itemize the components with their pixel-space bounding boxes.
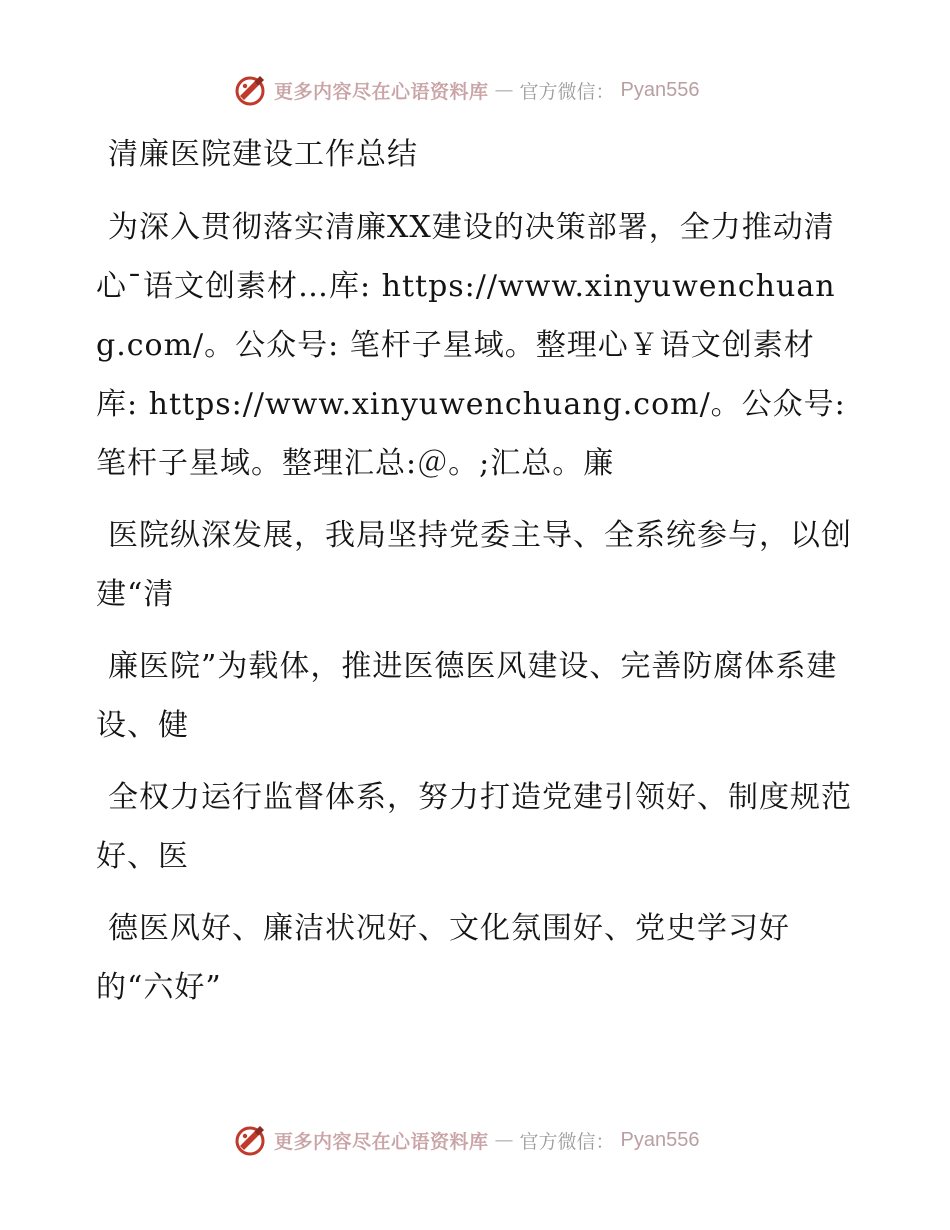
document-body <box>96 125 856 1030</box>
brand-logo-icon <box>232 72 268 108</box>
footer-wechat-handle: Pyan556 <box>620 1128 700 1151</box>
header-wechat-handle: Pyan556 <box>620 78 700 101</box>
brand-logo-icon <box>232 1122 268 1158</box>
paragraph: 全权力运行监督体系，努力打造党建引领好、制度规范好、医 <box>96 780 852 874</box>
header-banner <box>232 70 752 110</box>
footer-brand-text: 更多内容尽在心语资料库 <box>274 1130 489 1153</box>
header-brand-text: 更多内容尽在心语资料库 <box>274 80 489 103</box>
paragraph: 廉医院”为载体，推进医德医风建设、完善防腐体系建设、健 <box>96 649 838 743</box>
paragraph: 医院纵深发展，我局坚持党委主导、全系统参与，以创建“清 <box>96 518 852 612</box>
paragraph: 为深入贯彻落实清廉XX建设的决策部署，全力推动清心¯语文创素材…库: https://www.xinyuwenchuang.com/。公众号: 笔杆子星域。整理心￥语文创素材库: https://www.xinyuwenchuang.com/。公众号: 笔杆子星域。整理汇总:＠。;汇总。廉 <box>96 210 846 481</box>
header-separator: — <box>494 79 514 101</box>
footer-wechat-label: 官方微信： <box>519 1130 615 1153</box>
document-title: 清廉医院建设工作总结 <box>108 137 418 172</box>
footer-banner <box>232 1120 752 1160</box>
header-wechat-label: 官方微信： <box>519 80 615 103</box>
paragraph: 德医风好、廉洁状况好、文化氛围好、党史学习好的“六好” <box>96 911 790 1005</box>
footer-separator: — <box>494 1129 514 1151</box>
